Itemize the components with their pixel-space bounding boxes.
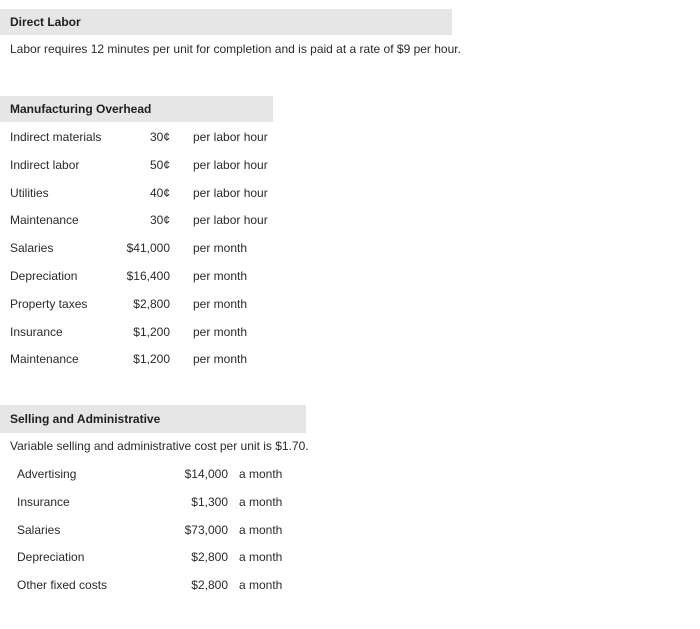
selling-admin-item-label: Advertising xyxy=(17,467,77,481)
overhead-item-unit: per labor hour xyxy=(193,185,268,200)
overhead-item-label: Indirect labor xyxy=(10,157,80,172)
overhead-item-unit: per month xyxy=(193,296,248,311)
selling-admin-item-label: Depreciation xyxy=(17,550,85,565)
overhead-item-amount: 30¢ xyxy=(149,130,170,144)
overhead-item-label: Property taxes xyxy=(10,296,88,311)
selling-admin-item-row xyxy=(17,495,297,511)
overhead-item-label: Insurance xyxy=(10,324,63,339)
selling-admin-item-row xyxy=(17,578,297,594)
selling-admin-item-label: Salaries xyxy=(17,522,61,537)
selling-admin-item-unit: a month xyxy=(239,578,283,593)
overhead-item-row xyxy=(10,241,280,257)
overhead-item-row xyxy=(10,130,280,146)
selling-admin-description: Variable selling and administrative cost per unit is $1.70. xyxy=(10,439,309,453)
overhead-item-unit: per labor hour xyxy=(193,157,268,172)
direct-labor-description: Labor requires 12 minutes per unit for completion and is paid at a rate of $9 per hour. xyxy=(10,42,461,56)
selling-admin-item-label: Other fixed costs xyxy=(17,578,108,593)
overhead-item-amount: $41,000 xyxy=(126,241,170,256)
overhead-item-amount: $1,200 xyxy=(133,324,170,339)
overhead-item-amount: 40¢ xyxy=(149,185,170,200)
overhead-item-row xyxy=(10,186,280,202)
overhead-item-amount: $1,200 xyxy=(133,352,170,367)
direct-labor-heading xyxy=(0,9,452,35)
overhead-item-amount: 50¢ xyxy=(149,157,170,172)
overhead-item-unit: per month xyxy=(193,241,248,256)
selling-admin-item-unit: a month xyxy=(239,522,283,537)
overhead-item-label: Depreciation xyxy=(10,269,78,283)
selling-admin-item-amount: $2,800 xyxy=(191,578,228,593)
selling-admin-item-unit: a month xyxy=(239,550,283,565)
selling-admin-item-amount: $73,000 xyxy=(184,522,228,537)
selling-admin-item-unit: a month xyxy=(239,494,283,509)
selling-admin-item-row xyxy=(17,467,297,483)
direct-labor-heading-text: Direct Labor xyxy=(10,15,81,29)
overhead-item-row xyxy=(10,297,280,313)
overhead-item-unit: per labor hour xyxy=(193,130,268,144)
overhead-item-amount: 30¢ xyxy=(149,213,170,228)
overhead-item-unit: per labor hour xyxy=(193,213,268,228)
overhead-item-unit: per month xyxy=(193,324,248,339)
selling-admin-item-unit: a month xyxy=(239,467,283,481)
overhead-item-label: Maintenance xyxy=(10,352,79,367)
overhead-item-label: Maintenance xyxy=(10,213,79,228)
selling-admin-item-label: Insurance xyxy=(17,494,70,509)
overhead-item-row xyxy=(10,158,280,174)
selling-admin-item-row xyxy=(17,550,297,566)
overhead-item-amount: $2,800 xyxy=(133,296,170,311)
manufacturing-overhead-heading-text: Manufacturing Overhead xyxy=(10,102,152,116)
selling-admin-item-row xyxy=(17,523,297,539)
overhead-item-row xyxy=(10,325,280,341)
overhead-item-unit: per month xyxy=(193,352,248,367)
selling-admin-heading-text: Selling and Administrative xyxy=(10,412,161,426)
selling-admin-item-amount: $14,000 xyxy=(184,467,228,481)
overhead-item-label: Indirect materials xyxy=(10,130,102,144)
overhead-item-row xyxy=(10,213,280,229)
manufacturing-overhead-heading xyxy=(0,96,273,122)
overhead-item-label: Utilities xyxy=(10,185,49,200)
overhead-item-row xyxy=(10,352,280,368)
overhead-item-row xyxy=(10,269,280,285)
overhead-item-unit: per month xyxy=(193,269,248,283)
overhead-item-amount: $16,400 xyxy=(126,269,170,283)
overhead-item-label: Salaries xyxy=(10,241,54,256)
selling-admin-item-amount: $2,800 xyxy=(191,550,228,565)
selling-admin-item-amount: $1,300 xyxy=(191,494,228,509)
selling-admin-heading xyxy=(0,405,306,433)
